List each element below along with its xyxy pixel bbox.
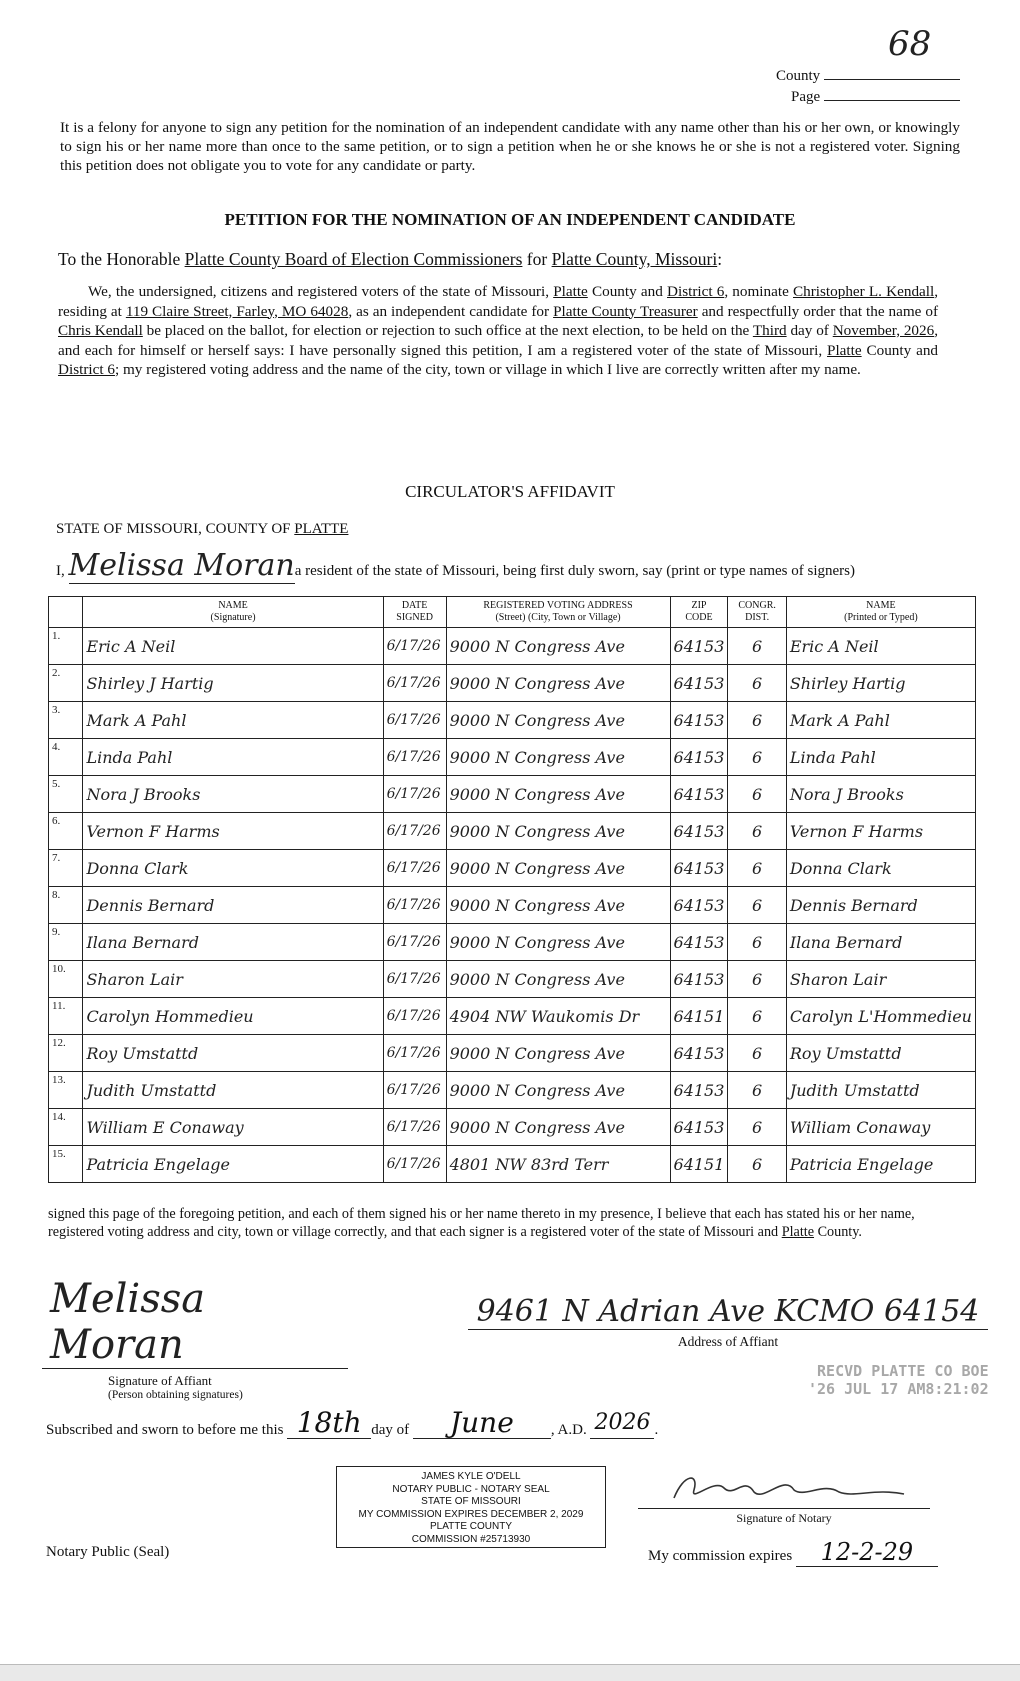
body-county: Platte <box>827 341 862 359</box>
body-district: District 6 <box>58 361 115 378</box>
congressional-district-cell: 6 <box>728 776 786 813</box>
body-text: , residing at <box>58 283 939 320</box>
felony-warning: It is a felony for anyone to sign any petition for the nomination of an independent candidate with any name other than his or her own, or knowingly to sign his or her name more than once to the same petition, or to sign a petition when he or she knows he or she is not a registered voter. Signing this petition does not obligate you to vote for any candidate or party. <box>60 119 960 174</box>
petition-body <box>58 282 938 380</box>
voting-address-cell: 4904 NW Waukomis Dr <box>446 998 670 1035</box>
signature-cell: Judith Umstattd <box>83 1072 383 1109</box>
zip-code-cell: 64153 <box>670 776 728 813</box>
row-number-cell: 8. <box>49 887 83 924</box>
date-signed-cell: 6/17/26 <box>383 776 446 813</box>
affiant-address: 9461 N Adrian Ave KCMO 64154 <box>468 1294 988 1330</box>
date-signed-cell: 6/17/26 <box>383 1072 446 1109</box>
header-sub: (Street) (City, Town or Village) <box>495 612 621 623</box>
header-label: NAME <box>218 600 248 611</box>
voting-address-cell: 9000 N Congress Ave <box>446 887 670 924</box>
table-row <box>49 813 976 850</box>
header-label: ZIP <box>691 600 707 611</box>
printed-name-cell: Patricia Engelage <box>786 1146 975 1183</box>
row-number-cell: 9. <box>49 924 83 961</box>
state-county: PLATTE <box>294 521 349 537</box>
header-label: REGISTERED VOTING ADDRESS <box>483 600 633 611</box>
congressional-district-cell: 6 <box>728 665 786 702</box>
date-signed-cell: 6/17/26 <box>383 1146 446 1183</box>
congressional-district-cell: 6 <box>728 1146 786 1183</box>
date-signed-cell: 6/17/26 <box>383 924 446 961</box>
body-text: be placed on the ballot, for election or rejection to such office at the next election, to be held on the <box>146 322 750 339</box>
voting-address-cell: 9000 N Congress Ave <box>446 665 670 702</box>
header-num <box>49 597 83 628</box>
table-header-row <box>49 597 976 628</box>
table-row <box>49 776 976 813</box>
county-page-fields <box>776 66 960 108</box>
printed-name-cell: Sharon Lair <box>786 961 975 998</box>
printed-name-cell: Eric A Neil <box>786 628 975 665</box>
table-row <box>49 1035 976 1072</box>
voting-address-cell: 9000 N Congress Ave <box>446 776 670 813</box>
sworn-line <box>46 1408 658 1439</box>
row-number-cell: 13. <box>49 1072 83 1109</box>
congressional-district-cell: 6 <box>728 850 786 887</box>
body-text: , as an independent candidate for <box>348 302 550 320</box>
signature-cell: Ilana Bernard <box>83 924 383 961</box>
date-signed-cell: 6/17/26 <box>383 628 446 665</box>
addressee-suffix: : <box>717 249 723 269</box>
header-name-printed <box>786 597 975 628</box>
sworn-month: June <box>413 1408 551 1439</box>
zip-code-cell: 64153 <box>670 961 728 998</box>
date-signed-cell: 6/17/26 <box>383 702 446 739</box>
printed-name-cell: Roy Umstattd <box>786 1035 975 1072</box>
stamp-line: RECVD PLATTE CO BOE <box>817 1362 989 1380</box>
table-row <box>49 961 976 998</box>
signature-cell: Linda Pahl <box>83 739 383 776</box>
signature-cell: William E Conaway <box>83 1109 383 1146</box>
congressional-district-cell: 6 <box>728 1072 786 1109</box>
date-signed-cell: 6/17/26 <box>383 998 446 1035</box>
signature-cell: Vernon F Harms <box>83 813 383 850</box>
addressee-line <box>58 249 978 270</box>
body-text: , nominate <box>724 283 789 300</box>
body-text: We, the undersigned, citizens and registered voters of the state of Missouri, <box>88 283 549 300</box>
row-number-cell: 4. <box>49 739 83 776</box>
certification-body: signed this page of the foregoing petition, and each of them signed his or her name thereto in my presence, I believe that each has stated his or her name, registered voting address and city, town or village correctly, and that each signer is a registered voter of the state of Missouri and <box>48 1206 915 1240</box>
stamp-line: '26 JUL 17 AM8:21:02 <box>808 1380 989 1398</box>
date-signed-cell: 6/17/26 <box>383 887 446 924</box>
body-text: ; my registered voting address and the name of the city, town or village in which I live are correctly written after my name. <box>114 361 861 378</box>
addressee-for: for <box>526 249 548 269</box>
voting-address-cell: 9000 N Congress Ave <box>446 924 670 961</box>
page-field <box>824 100 960 101</box>
row-number-cell: 10. <box>49 961 83 998</box>
congressional-district-cell: 6 <box>728 887 786 924</box>
signature-cell: Dennis Bernard <box>83 887 383 924</box>
sworn-ad: , A.D. <box>550 1422 587 1438</box>
printed-name-cell: Vernon F Harms <box>786 813 975 850</box>
addressee-place: Platte County, Missouri <box>551 249 718 269</box>
affiant-address-block <box>468 1294 988 1350</box>
affiant-signature-block <box>42 1276 342 1401</box>
printed-name-cell: Mark A Pahl <box>786 702 975 739</box>
signature-cell: Patricia Engelage <box>83 1146 383 1183</box>
header-address <box>446 597 670 628</box>
signature-cell: Donna Clark <box>83 850 383 887</box>
zip-code-cell: 64151 <box>670 1146 728 1183</box>
notary-signature-block <box>638 1468 930 1526</box>
commission-expires-value: 12-2-29 <box>796 1538 938 1567</box>
body-text: County and <box>591 283 663 300</box>
header-sub: SIGNED <box>396 612 433 623</box>
body-month-year: November, 2026 <box>832 322 935 339</box>
circulator-line <box>56 548 855 584</box>
congressional-district-cell: 6 <box>728 813 786 850</box>
voting-address-cell: 9000 N Congress Ave <box>446 1035 670 1072</box>
zip-code-cell: 64151 <box>670 998 728 1035</box>
congressional-district-cell: 6 <box>728 628 786 665</box>
seal-line: PLATTE COUNTY <box>429 1521 513 1532</box>
notary-signature-label: Signature of Notary <box>736 1511 832 1525</box>
petition-title: PETITION FOR THE NOMINATION OF AN INDEPENDENT CANDIDATE <box>224 210 796 229</box>
congressional-district-cell: 6 <box>728 1035 786 1072</box>
notary-signature <box>638 1468 930 1509</box>
date-signed-cell: 6/17/26 <box>383 665 446 702</box>
table-row <box>49 702 976 739</box>
table-row <box>49 1072 976 1109</box>
voting-address-cell: 9000 N Congress Ave <box>446 702 670 739</box>
sworn-day-of: day of <box>371 1422 410 1438</box>
body-text: , and each for himself or herself says: I have personally signed this petition, I am a registered voter of the state of Missouri, <box>58 322 939 359</box>
signature-cell: Nora J Brooks <box>83 776 383 813</box>
date-signed-cell: 6/17/26 <box>383 850 446 887</box>
signature-cell: Carolyn Hommedieu <box>83 998 383 1035</box>
signature-cell: Sharon Lair <box>83 961 383 998</box>
received-stamp <box>808 1362 989 1398</box>
signature-rows <box>49 628 976 1183</box>
header-sub: DIST. <box>745 612 770 623</box>
congressional-district-cell: 6 <box>728 961 786 998</box>
page-label: Page <box>791 89 821 105</box>
sworn-day: 18th <box>287 1408 371 1439</box>
printed-name-cell: Nora J Brooks <box>786 776 975 813</box>
table-row <box>49 665 976 702</box>
i-label: I, <box>56 563 65 579</box>
voting-address-cell: 9000 N Congress Ave <box>446 1072 670 1109</box>
signature-table <box>48 596 976 1183</box>
resident-text: a resident of the state of Missouri, being first duly sworn, say (print or type names of signers) <box>294 563 856 579</box>
header-label: CONGR. <box>738 600 776 611</box>
table-row <box>49 1146 976 1183</box>
zip-code-cell: 64153 <box>670 665 728 702</box>
voting-address-cell: 9000 N Congress Ave <box>446 850 670 887</box>
row-number-cell: 15. <box>49 1146 83 1183</box>
voting-address-cell: 9000 N Congress Ave <box>446 813 670 850</box>
body-district: District 6 <box>667 283 725 300</box>
row-number-cell: 7. <box>49 850 83 887</box>
commission-expires-label: My commission expires <box>648 1548 793 1564</box>
seal-line: JAMES KYLE O'DELL <box>421 1471 521 1482</box>
circulator-name: Melissa Moran <box>68 548 295 583</box>
congressional-district-cell: 6 <box>728 739 786 776</box>
zip-code-cell: 64153 <box>670 702 728 739</box>
voting-address-cell: 4801 NW 83rd Terr <box>446 1146 670 1183</box>
header-sub: (Signature) <box>210 612 256 623</box>
body-office: Platte County Treasurer <box>553 302 698 320</box>
certification-county: Platte <box>781 1224 815 1240</box>
header-date <box>383 597 446 628</box>
signature-cell: Eric A Neil <box>83 628 383 665</box>
body-ballot-name: Chris Kendall <box>58 322 143 339</box>
header-district <box>728 597 786 628</box>
seal-line: NOTARY PUBLIC - NOTARY SEAL <box>392 1483 550 1495</box>
county-field <box>824 79 960 80</box>
addressee-prefix: To the Honorable <box>58 249 181 269</box>
printed-name-cell: Judith Umstattd <box>786 1072 975 1109</box>
affiant-signature: Melissa Moran <box>42 1276 348 1369</box>
header-sub: CODE <box>685 612 713 623</box>
congressional-district-cell: 6 <box>728 1109 786 1146</box>
county-label: County <box>776 68 821 84</box>
commission-expires-line <box>648 1538 938 1567</box>
row-number-cell: 6. <box>49 813 83 850</box>
row-number-cell: 1. <box>49 628 83 665</box>
row-number-cell: 2. <box>49 665 83 702</box>
handwritten-page-number: 68 <box>888 24 932 64</box>
date-signed-cell: 6/17/26 <box>383 961 446 998</box>
affidavit-title: CIRCULATOR'S AFFIDAVIT <box>405 482 615 501</box>
table-row <box>49 998 976 1035</box>
zip-code-cell: 64153 <box>670 739 728 776</box>
table-row <box>49 1109 976 1146</box>
row-number-cell: 11. <box>49 998 83 1035</box>
table-row <box>49 628 976 665</box>
printed-name-cell: Donna Clark <box>786 850 975 887</box>
header-sub: (Printed or Typed) <box>844 612 918 623</box>
table-row <box>49 739 976 776</box>
printed-name-cell: Linda Pahl <box>786 739 975 776</box>
body-day: Third <box>752 322 787 339</box>
body-candidate: Christopher L. Kendall <box>793 283 935 300</box>
zip-code-cell: 64153 <box>670 850 728 887</box>
affiant-signature-sub: (Person obtaining signatures) <box>108 1389 243 1401</box>
scan-bottom-edge <box>0 1664 1020 1681</box>
signature-cell: Shirley J Hartig <box>83 665 383 702</box>
seal-line: MY COMMISSION EXPIRES DECEMBER 2, 2029 <box>358 1508 584 1520</box>
affiant-signature-label: Signature of Affiant <box>108 1373 212 1388</box>
state-county-line <box>56 521 348 538</box>
zip-code-cell: 64153 <box>670 887 728 924</box>
printed-name-cell: Ilana Bernard <box>786 924 975 961</box>
header-name-signature <box>83 597 383 628</box>
printed-name-cell: Shirley Hartig <box>786 665 975 702</box>
voting-address-cell: 9000 N Congress Ave <box>446 961 670 998</box>
voting-address-cell: 9000 N Congress Ave <box>446 1109 670 1146</box>
row-number-cell: 5. <box>49 776 83 813</box>
seal-line: COMMISSION #25713930 <box>411 1533 531 1545</box>
signature-cell: Roy Umstattd <box>83 1035 383 1072</box>
voting-address-cell: 9000 N Congress Ave <box>446 739 670 776</box>
congressional-district-cell: 6 <box>728 998 786 1035</box>
row-number-cell: 14. <box>49 1109 83 1146</box>
printed-name-cell: Dennis Bernard <box>786 887 975 924</box>
affiant-address-label: Address of Affiant <box>677 1334 779 1349</box>
body-residence: 119 Claire Street, Farley, MO 64028 <box>125 302 349 320</box>
notary-seal <box>336 1466 606 1548</box>
date-signed-cell: 6/17/26 <box>383 1109 446 1146</box>
body-text: day of <box>790 322 829 339</box>
addressee-board: Platte County Board of Election Commissioners <box>184 249 523 269</box>
row-number-cell: 3. <box>49 702 83 739</box>
congressional-district-cell: 6 <box>728 702 786 739</box>
row-number-cell: 12. <box>49 1035 83 1072</box>
date-signed-cell: 6/17/26 <box>383 813 446 850</box>
seal-line: STATE OF MISSOURI <box>421 1496 521 1507</box>
printed-name-cell: William Conaway <box>786 1109 975 1146</box>
date-signed-cell: 6/17/26 <box>383 1035 446 1072</box>
congressional-district-cell: 6 <box>728 924 786 961</box>
zip-code-cell: 64153 <box>670 924 728 961</box>
body-text: County and <box>866 341 939 359</box>
date-signed-cell: 6/17/26 <box>383 739 446 776</box>
certification-text <box>48 1205 928 1241</box>
header-zip <box>670 597 728 628</box>
body-text: and respectfully order that the name of <box>701 302 939 320</box>
zip-code-cell: 64153 <box>670 1072 728 1109</box>
header-label: DATE <box>401 600 428 611</box>
header-label: NAME <box>866 600 896 611</box>
certification-end: County. <box>817 1224 862 1240</box>
notary-signature-scribble <box>654 1468 914 1508</box>
sworn-prefix: Subscribed and sworn to before me this <box>46 1422 284 1438</box>
notary-public-label: Notary Public (Seal) <box>46 1544 170 1560</box>
zip-code-cell: 64153 <box>670 813 728 850</box>
voting-address-cell: 9000 N Congress Ave <box>446 628 670 665</box>
table-row <box>49 887 976 924</box>
zip-code-cell: 64153 <box>670 628 728 665</box>
zip-code-cell: 64153 <box>670 1109 728 1146</box>
sworn-year: 2026 <box>590 1408 654 1439</box>
signature-cell: Mark A Pahl <box>83 702 383 739</box>
table-row <box>49 924 976 961</box>
body-county: Platte <box>553 283 588 300</box>
printed-name-cell: Carolyn L'Hommedieu <box>786 998 975 1035</box>
zip-code-cell: 64153 <box>670 1035 728 1072</box>
table-row <box>49 850 976 887</box>
state-prefix: STATE OF MISSOURI, COUNTY OF <box>56 521 291 537</box>
sworn-end: . <box>654 1422 659 1438</box>
